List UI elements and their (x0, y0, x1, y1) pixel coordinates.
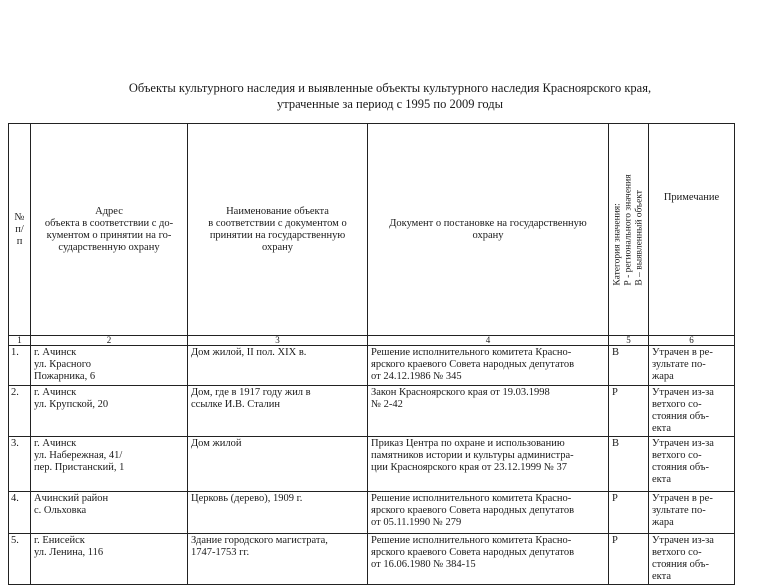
table-row (9, 346, 735, 386)
row-category: Р (609, 492, 649, 534)
column-number: 1 (9, 336, 31, 346)
row-address: г. Ачинск ул. Красного Пожарника, 6 (31, 346, 188, 386)
row-number: 1. (9, 346, 31, 386)
column-number: 4 (368, 336, 609, 346)
table-row (9, 437, 735, 492)
row-object-name: Здание городского магистрата, 1747-1753 гг. (188, 534, 368, 585)
header-num: № п/ п (9, 124, 31, 336)
column-number: 5 (609, 336, 649, 346)
row-category: В (609, 346, 649, 386)
row-address: Ачинский район с. Ольховка (31, 492, 188, 534)
row-number: 2. (9, 386, 31, 437)
row-address: г. Енисейск ул. Ленина, 116 (31, 534, 188, 585)
row-number: 4. (9, 492, 31, 534)
row-object-name: Дом, где в 1917 году жил в ссылке И.В. Сталин (188, 386, 368, 437)
row-document: Решение исполнительного комитета Красно- ярского краевого Совета народных депутатов от 16.06.1980 № 384-15 (368, 534, 609, 585)
header-category-line-2: Р - регионального значения (623, 173, 633, 286)
table-row (9, 386, 735, 437)
row-note: Утрачен в ре- зультате по- жара (649, 492, 735, 534)
row-object-name: Дом жилой, II пол. XIX в. (188, 346, 368, 386)
row-document: Закон Красноярского края от 19.03.1998 № 2-42 (368, 386, 609, 437)
column-number-row (9, 336, 735, 346)
header-address: Адрес объекта в соответствии с до- кументом о принятии на го- сударственную охрану (31, 124, 188, 336)
row-document: Приказ Центра по охране и использованию памятников истории и культуры администра- ции Красноярского края от 23.12.1999 № 37 (368, 437, 609, 492)
column-number: 6 (649, 336, 735, 346)
row-note: Утрачен в ре- зультате по- жара (649, 346, 735, 386)
row-document: Решение исполнительного комитета Красно- ярского краевого Совета народных депутатов от 24.12.1986 № 345 (368, 346, 609, 386)
row-object-name: Дом жилой (188, 437, 368, 492)
table-header-row (9, 124, 735, 336)
row-category: В (609, 437, 649, 492)
row-document: Решение исполнительного комитета Красно- ярского краевого Совета народных депутатов от 05.11.1990 № 279 (368, 492, 609, 534)
row-object-name: Церковь (дерево), 1909 г. (188, 492, 368, 534)
column-number: 3 (188, 336, 368, 346)
row-category: Р (609, 534, 649, 585)
row-address: г. Ачинск ул. Набережная, 41/ пер. Пристанский, 1 (31, 437, 188, 492)
row-category: Р (609, 386, 649, 437)
row-address: г. Ачинск ул. Крупской, 20 (31, 386, 188, 437)
header-name: Наименование объекта в соответствии с документом о принятии на государственную охрану (188, 124, 368, 336)
column-number: 2 (31, 336, 188, 346)
table-row (9, 492, 735, 534)
header-category-line-1: Категория значения: (612, 202, 622, 286)
document-title-line-2: утраченные за период с 1995 по 2009 годы (276, 97, 504, 111)
header-document: Документ о постановке на государственную охрану (368, 124, 609, 336)
document-title-line-1: Объекты культурного наследия и выявленные объекты культурного наследия Красноярского края, (128, 81, 652, 95)
row-note: Утрачен из-за ветхого со- стояния объ- екта (649, 386, 735, 437)
row-number: 3. (9, 437, 31, 492)
table-row (9, 534, 735, 585)
row-note: Утрачен из-за ветхого со- стояния объ- екта (649, 437, 735, 492)
header-category-line-3: В – выявленный объект (634, 189, 644, 286)
header-category (609, 124, 649, 336)
heritage-objects-table (8, 123, 735, 585)
header-note: Примечание (649, 124, 735, 336)
row-number: 5. (9, 534, 31, 585)
row-note: Утрачен из-за ветхого со- стояния объ- екта (649, 534, 735, 585)
